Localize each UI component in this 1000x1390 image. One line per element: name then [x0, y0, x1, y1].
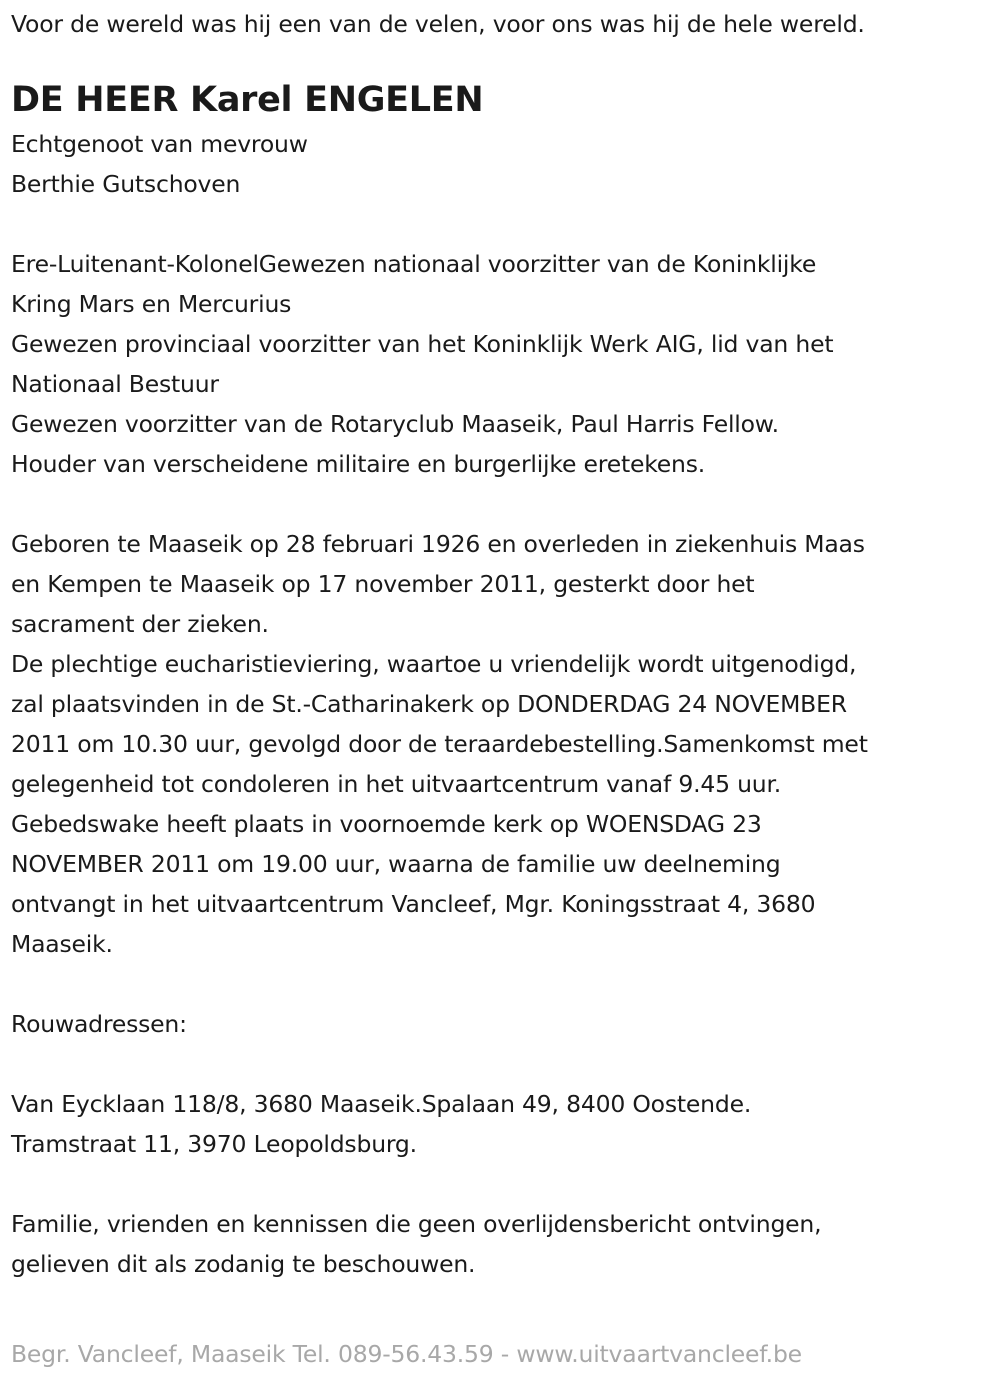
spacer	[11, 964, 991, 1004]
details-line: ontvangt in het uitvaartcentrum Vancleef, Mgr. Koningsstraat 4, 3680	[11, 890, 816, 918]
title-line: Nationaal Bestuur	[11, 370, 219, 398]
details-block	[11, 524, 991, 964]
closing-block	[11, 1204, 991, 1284]
details-line: zal plaatsvinden in de St.-Catharinakerk op DONDERDAG 24 NOVEMBER	[11, 690, 847, 718]
address-line: Tramstraat 11, 3970 Leopoldsburg.	[11, 1130, 417, 1158]
details-line: 2011 om 10.30 uur, gevolgd door de teraardebestelling.Samenkomst met	[11, 730, 868, 758]
title-line: Gewezen voorzitter van de Rotaryclub Maaseik, Paul Harris Fellow.	[11, 410, 779, 438]
closing-line: gelieven dit als zodanig te beschouwen.	[11, 1250, 476, 1278]
spacer	[11, 204, 991, 244]
title-line: Ere-Luitenant-KolonelGewezen nationaal voorzitter van de Koninklijke	[11, 250, 817, 278]
obituary-notice	[11, 0, 991, 1284]
details-line: De plechtige eucharistieviering, waartoe u vriendelijk wordt uitgenodigd,	[11, 650, 857, 678]
spacer	[11, 1044, 991, 1084]
details-line: gelegenheid tot condoleren in het uitvaartcentrum vanaf 9.45 uur.	[11, 770, 782, 798]
funeral-home-footer: Begr. Vancleef, Maaseik Tel. 089-56.43.59 - www.uitvaartvancleef.be	[11, 1340, 802, 1368]
details-line: Gebedswake heeft plaats in voornoemde kerk op WOENSDAG 23	[11, 810, 762, 838]
spacer	[11, 484, 991, 524]
details-line: sacrament der zieken.	[11, 610, 269, 638]
details-line: NOVEMBER 2011 om 19.00 uur, waarna de familie uw deelneming	[11, 850, 781, 878]
title-line: Kring Mars en Mercurius	[11, 290, 292, 318]
details-line: Geboren te Maaseik op 28 februari 1926 en overleden in ziekenhuis Maas	[11, 530, 865, 558]
details-line: en Kempen te Maaseik op 17 november 2011, gesterkt door het	[11, 570, 755, 598]
title-line: Houder van verscheidene militaire en burgerlijke eretekens.	[11, 450, 706, 478]
address-line: Van Eycklaan 118/8, 3680 Maaseik.Spalaan 49, 8400 Oostende.	[11, 1090, 752, 1118]
memorial-quote: Voor de wereld was hij een van de velen, voor ons was hij de hele wereld.	[11, 10, 865, 38]
deceased-name: DE HEER Karel ENGELEN	[11, 80, 484, 120]
details-line: Maaseik.	[11, 930, 113, 958]
titles-block	[11, 244, 991, 484]
spacer	[11, 1164, 991, 1204]
closing-line: Familie, vrienden en kennissen die geen overlijdensbericht ontvingen,	[11, 1210, 822, 1238]
spouse-block	[11, 124, 991, 204]
title-line: Gewezen provinciaal voorzitter van het Koninklijk Werk AIG, lid van het	[11, 330, 834, 358]
addresses-heading: Rouwadressen:	[11, 1010, 187, 1038]
spouse-line: Berthie Gutschoven	[11, 170, 241, 198]
spouse-line: Echtgenoot van mevrouw	[11, 130, 308, 158]
addresses-block	[11, 1084, 991, 1164]
